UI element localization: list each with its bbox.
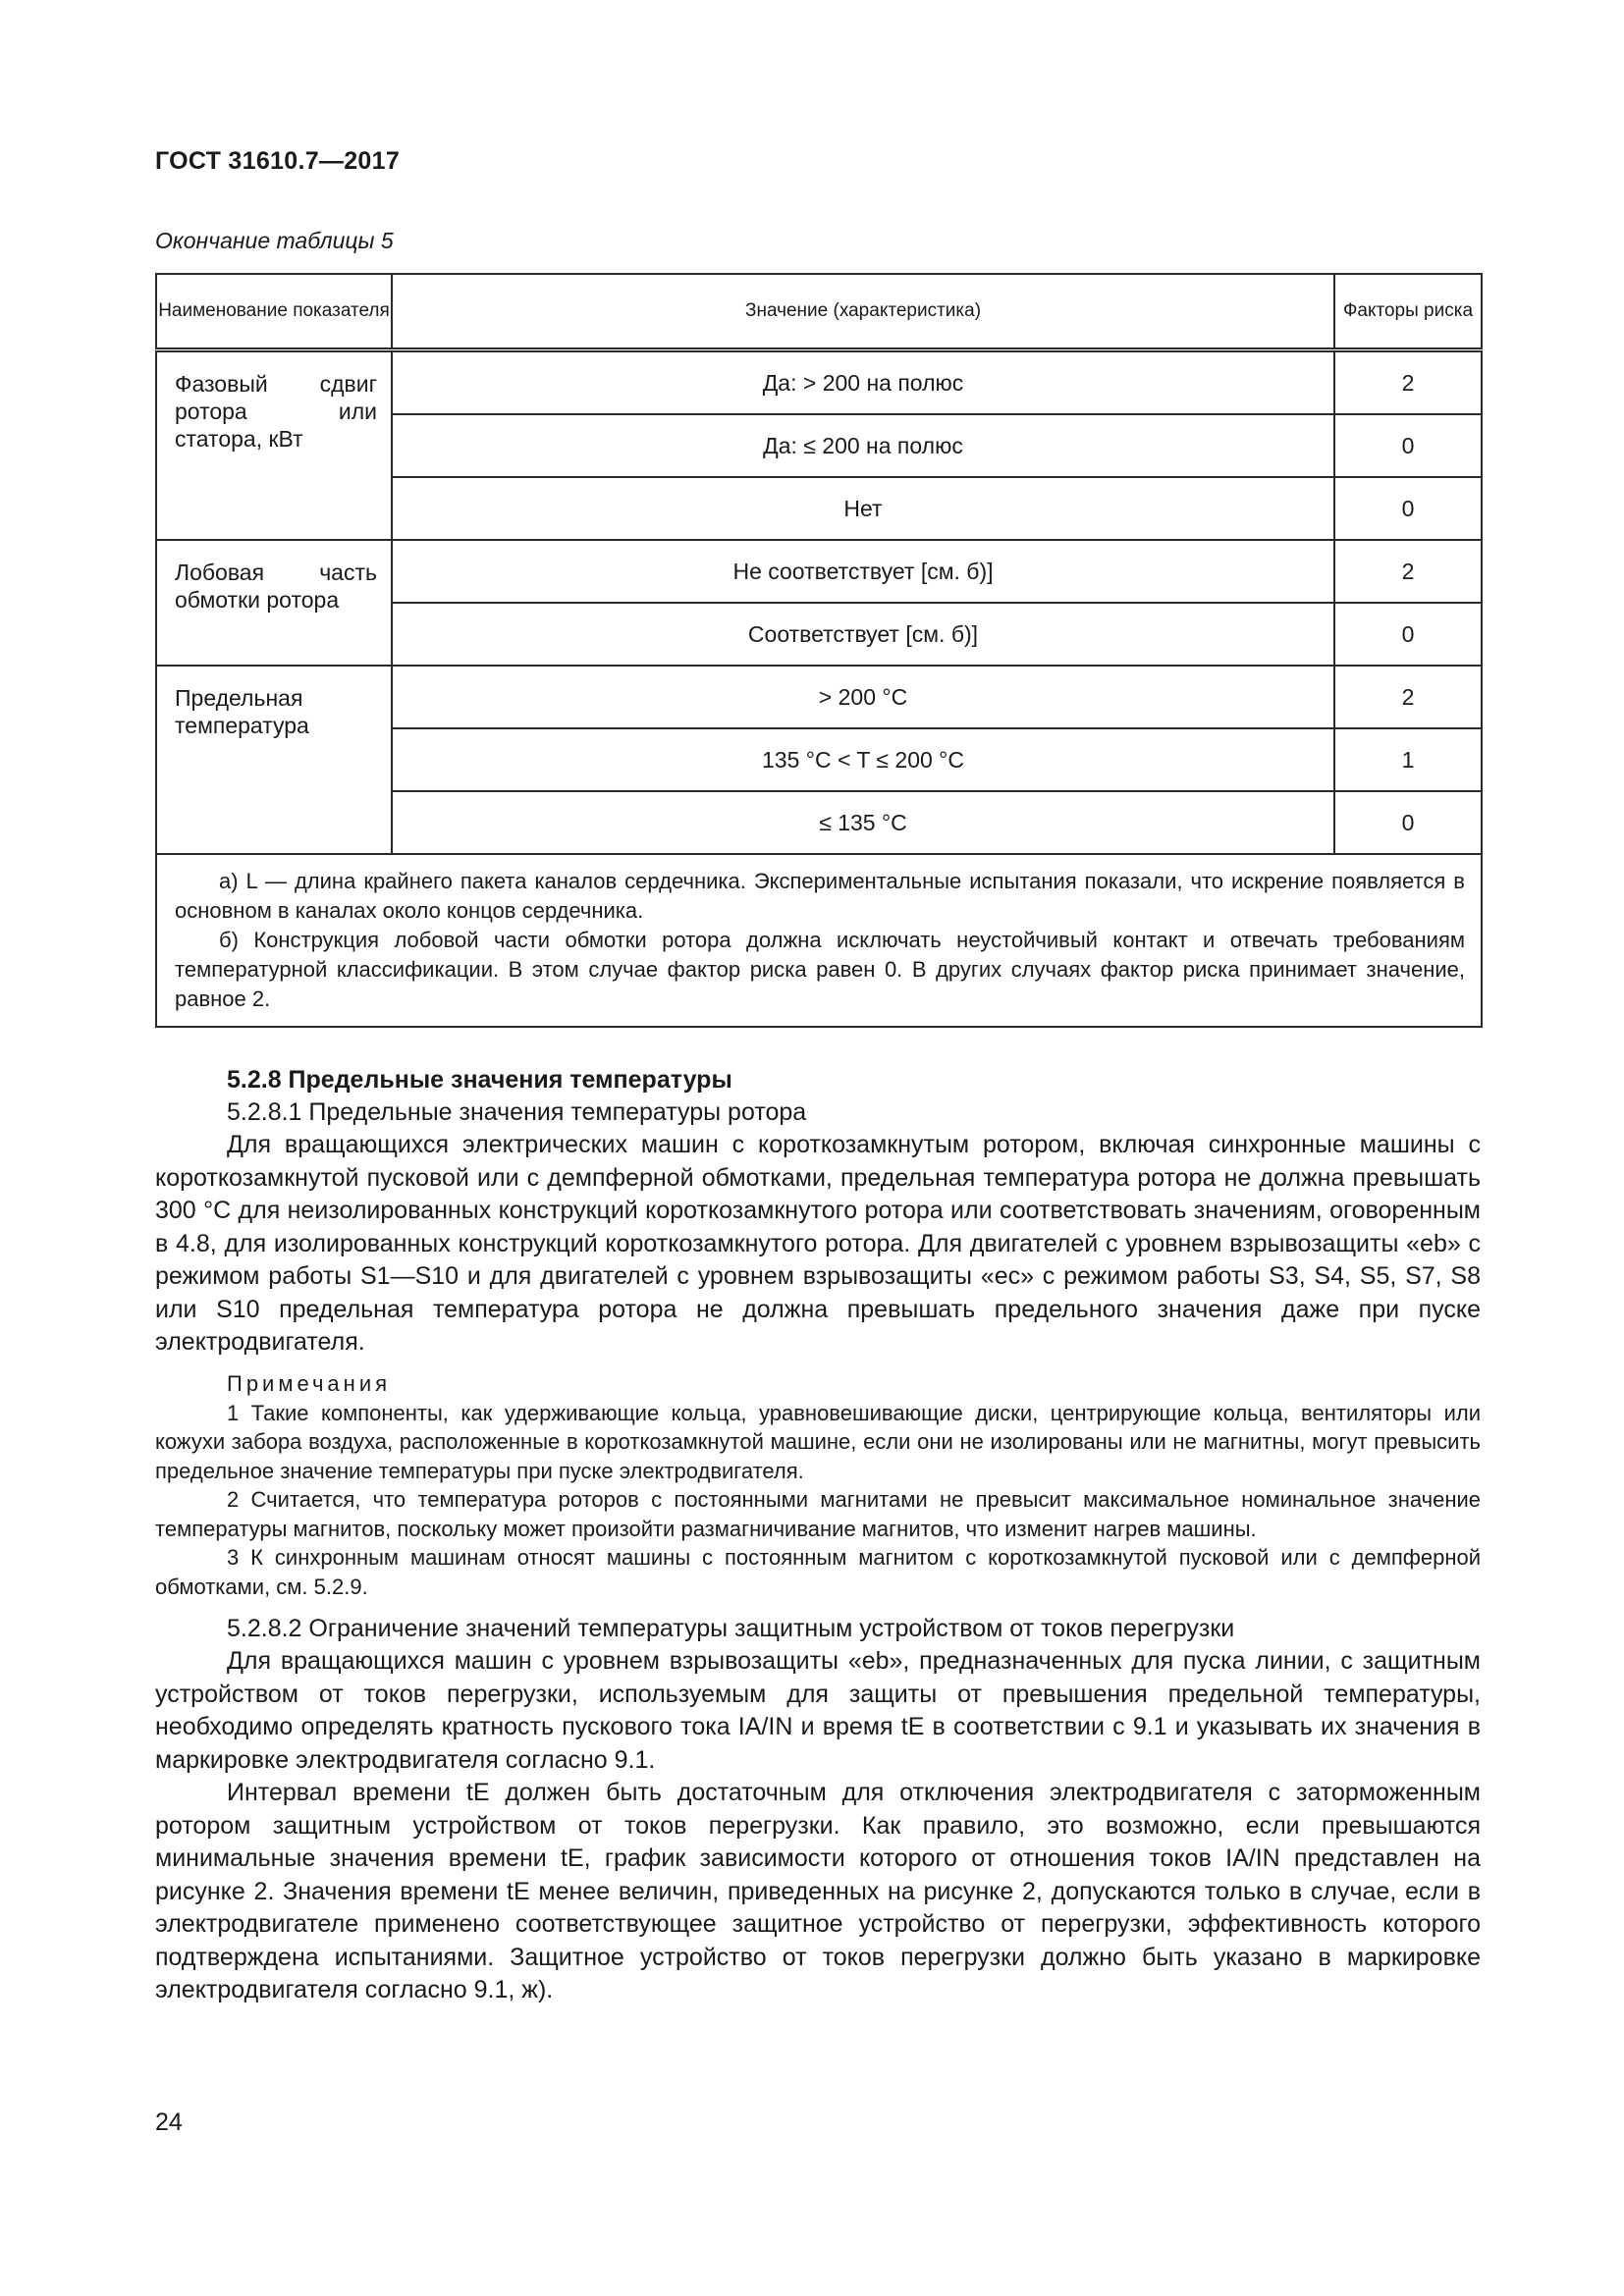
value-cell: ≤ 135 °C xyxy=(392,791,1334,854)
factor-cell: 2 xyxy=(1334,350,1482,415)
column-header-parameter: Наименование показателя xyxy=(156,274,392,350)
value-cell: > 200 °C xyxy=(392,666,1334,728)
notes-block xyxy=(155,1369,1481,1602)
section-body xyxy=(155,1064,1481,2007)
footnote-b: б) Конструкция лобовой части обмотки ротора должна исключать неустойчивый контакт и отвечать требованиям температурной классификации. В этом случае фактор риска равен 0. В других случаях фактор риска принимает значение, равное 2. xyxy=(175,928,1465,1011)
notes-title: Примечания xyxy=(227,1370,392,1396)
subsection-title-1: 5.2.8.1 Предельные значения температуры ротора xyxy=(227,1098,807,1126)
factor-cell: 0 xyxy=(1334,603,1482,666)
standard-header: ГОСТ 31610.7—2017 xyxy=(155,147,401,175)
table-row xyxy=(156,540,1482,603)
factor-cell: 1 xyxy=(1334,728,1482,791)
value-cell: Да: ≤ 200 на полюс xyxy=(392,414,1334,477)
value-cell: Не соответствует [см. б)] xyxy=(392,540,1334,603)
table-row xyxy=(156,666,1482,728)
paragraph-overload-protection: Для вращающихся машин с уровнем взрывозащиты «eb», предназначенных для пуска линии, с защитным устройством от токов перегрузки, используемым для защиты от превышения предельной температуры, необходимо определять кратность пускового тока IA/IN и время tE в соответствии с 9.1 и указывать их значения в маркировке электродвигателя согласно 9.1. xyxy=(155,1647,1481,1774)
param-cell: Предельная температура xyxy=(156,666,392,854)
footnotes-cell xyxy=(156,854,1482,1027)
section-title: 5.2.8 Предельные значения температуры xyxy=(227,1066,732,1094)
factor-cell: 0 xyxy=(1334,791,1482,854)
column-header-value: Значение (характеристика) xyxy=(392,274,1334,350)
param-cell: Фазовый сдвиг ротора или статора, кВт xyxy=(156,350,392,541)
table-footnotes-row xyxy=(156,854,1482,1027)
table-header-row xyxy=(156,274,1482,350)
table-caption: Окончание таблицы 5 xyxy=(155,228,394,253)
table-row xyxy=(156,350,1482,415)
page-number: 24 xyxy=(155,2109,183,2136)
value-cell: Нет xyxy=(392,477,1334,540)
value-cell: Соответствует [см. б)] xyxy=(392,603,1334,666)
param-cell: Лобовая часть обмотки ротора xyxy=(156,540,392,666)
note-item: 1 Такие компоненты, как удерживающие кольца, уравновешивающие диски, центрирующие кольца, вентиляторы или кожухи забора воздуха, расположенные в короткозамкнутой машине, если они не изолированы или не магнитны, могут превысить предельное значение температуры при пуске электродвигателя. xyxy=(155,1400,1481,1483)
risk-factors-table xyxy=(155,273,1483,1028)
note-item: 2 Считается, что температура роторов с постоянными магнитами не превысит максимальное номинальное значение температуры магнитов, поскольку может произойти размагничивание магнитов, что изменит нагрев машины. xyxy=(155,1487,1481,1541)
subsection-title-2: 5.2.8.2 Ограничение значений температуры защитным устройством от токов перегрузки xyxy=(227,1615,1235,1642)
paragraph-time-interval: Интервал времени tE должен быть достаточным для отключения электродвигателя с заторможенным ротором защитным устройством от токов перегрузки. Как правило, это возможно, если превышаются минимальные значения времени tE, график зависимости которого от отношения токов IA/IN представлен на рисунке 2. Значения времени tE менее величин, приведенных на рисунке 2, допускаются только в случае, если в электродвигателе применено соответствующее защитное устройство от перегрузки, эффективность которого подтверждена испытаниями. Защитное устройство от токов перегрузки должно быть указано в маркировке электродвигателя согласно 9.1, ж). xyxy=(155,1779,1481,2003)
value-cell: 135 °C < T ≤ 200 °C xyxy=(392,728,1334,791)
paragraph-rotor-temperature: Для вращающихся электрических машин с короткозамкнутым ротором, включая синхронные машины с короткозамкнутой пусковой или с демпферной обмотками, предельная температура ротора не должна превышать 300 °C для неизолированных конструкций короткозамкнутого ротора или соответствовать значениям, оговоренным в 4.8, для изолированных конструкций короткозамкнутого ротора. Для двигателей с уровнем взрывозащиты «eb» с режимом работы S1—S10 и для двигателей с уровнем взрывозащиты «ec» с режимом работы S3, S4, S5, S7, S8 или S10 предельная температура ротора не должна превышать предельного значения даже при пуске электродвигателя. xyxy=(155,1131,1481,1356)
footnote-a: а) L — длина крайнего пакета каналов сердечника. Экспериментальные испытания показали, что искрение появляется в основном в каналах около концов сердечника. xyxy=(175,869,1465,923)
note-item: 3 К синхронным машинам относят машины с постоянным магнитом с короткозамкнутой пусковой или с демпферной обмотками, см. 5.2.9. xyxy=(155,1545,1481,1599)
factor-cell: 2 xyxy=(1334,666,1482,728)
factor-cell: 2 xyxy=(1334,540,1482,603)
column-header-risk-factor: Факторы риска xyxy=(1334,274,1482,350)
value-cell: Да: > 200 на полюс xyxy=(392,350,1334,415)
factor-cell: 0 xyxy=(1334,414,1482,477)
factor-cell: 0 xyxy=(1334,477,1482,540)
